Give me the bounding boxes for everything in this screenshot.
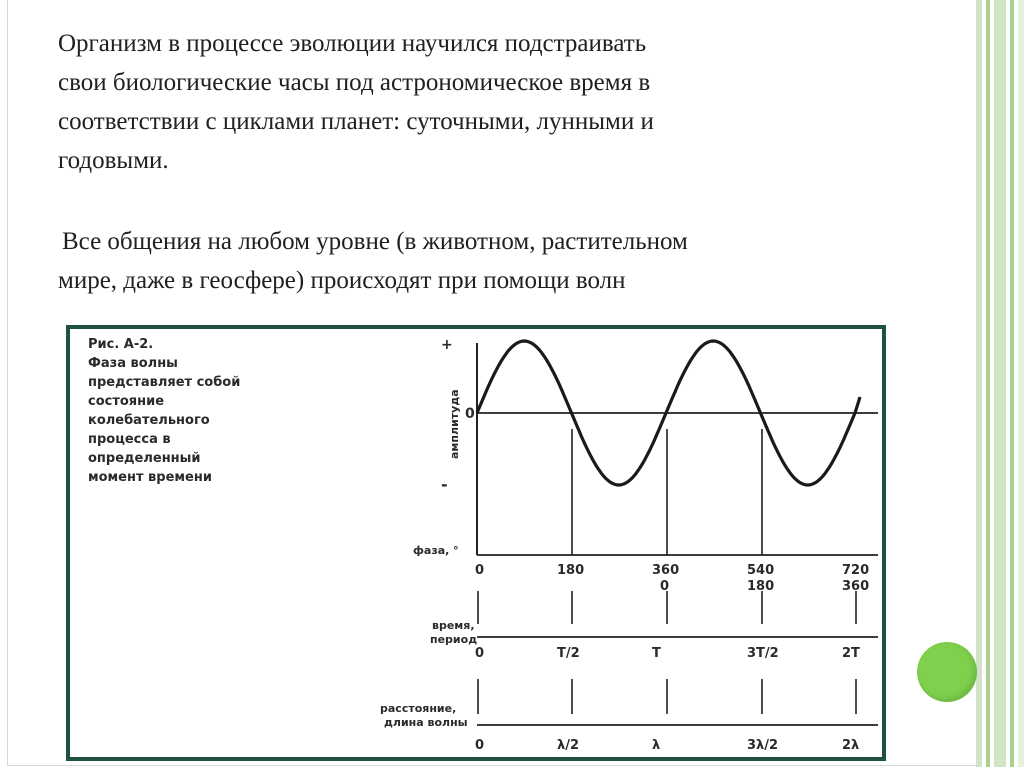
distance-tick: λ/2 (557, 738, 580, 753)
distance-tick: λ (652, 738, 661, 753)
plus-sign: + (441, 337, 453, 353)
time-tick: 2T (842, 646, 860, 661)
phase-tick-second: 180 (747, 579, 775, 594)
phase-tick: 360 (652, 563, 680, 578)
phase-tick: 0 (475, 563, 485, 578)
distance-tick-labels (475, 738, 859, 753)
text-line: Все общения на любом уровне (в животном, растительном (62, 228, 688, 255)
minus-sign: - (441, 475, 448, 494)
distance-tick: 3λ/2 (747, 738, 779, 753)
time-label: время, (432, 619, 475, 632)
stripe (1018, 0, 1024, 767)
wave-diagram (70, 329, 882, 757)
text-line: свои биологические часы под астрономическое время в (58, 69, 651, 96)
tick-marks (478, 591, 856, 714)
time-tick: T (652, 646, 661, 661)
caption-line: момент времени (88, 470, 212, 485)
time-tick: 0 (475, 646, 485, 661)
distance-tick: 2λ (842, 738, 860, 753)
distance-tick: 0 (475, 738, 485, 753)
phase-tick-second: 0 (660, 579, 670, 594)
period-label: период (430, 633, 478, 646)
caption-line: состояние (88, 394, 165, 409)
amplitude-label: амплитуда (448, 389, 461, 459)
stripe (1010, 0, 1014, 767)
stripe (994, 0, 1006, 767)
wave-phase-figure (66, 325, 886, 761)
caption-line: процесса в (88, 432, 171, 447)
caption-line: колебательного (88, 413, 210, 428)
green-circle-decoration (917, 642, 977, 702)
text-line: мире, даже в геосфере) происходят при помощи волн (58, 267, 626, 294)
phase-label: фаза, ° (413, 544, 459, 557)
paragraph-evolution (58, 24, 898, 180)
caption-line: Фаза волны (88, 356, 178, 371)
text-line: Организм в процессе эволюции научился подстраивать (58, 30, 647, 57)
phase-tick-labels (475, 563, 869, 594)
phase-tick: 180 (557, 563, 585, 578)
text-line: соответствии с циклами планет: суточными, лунными и (58, 108, 654, 135)
caption-line: представляет собой (88, 375, 241, 390)
phase-tick-second: 360 (842, 579, 870, 594)
paragraph-waves (58, 222, 918, 300)
phase-tick: 720 (842, 563, 870, 578)
decorative-stripes (976, 0, 1024, 767)
time-tick: 3T/2 (747, 646, 779, 661)
figure-caption (88, 356, 240, 485)
text-line: годовыми. (58, 147, 169, 174)
time-tick: T/2 (557, 646, 580, 661)
zero-sign: 0 (465, 406, 475, 422)
time-tick-labels (475, 646, 860, 661)
wavelength-label: длина волны (384, 716, 468, 729)
caption-line: определенный (88, 451, 201, 466)
phase-tick: 540 (747, 563, 775, 578)
stripe (986, 0, 990, 767)
distance-label: расстояние, (380, 702, 457, 715)
figure-caption-title: Рис. А-2. (88, 337, 154, 352)
